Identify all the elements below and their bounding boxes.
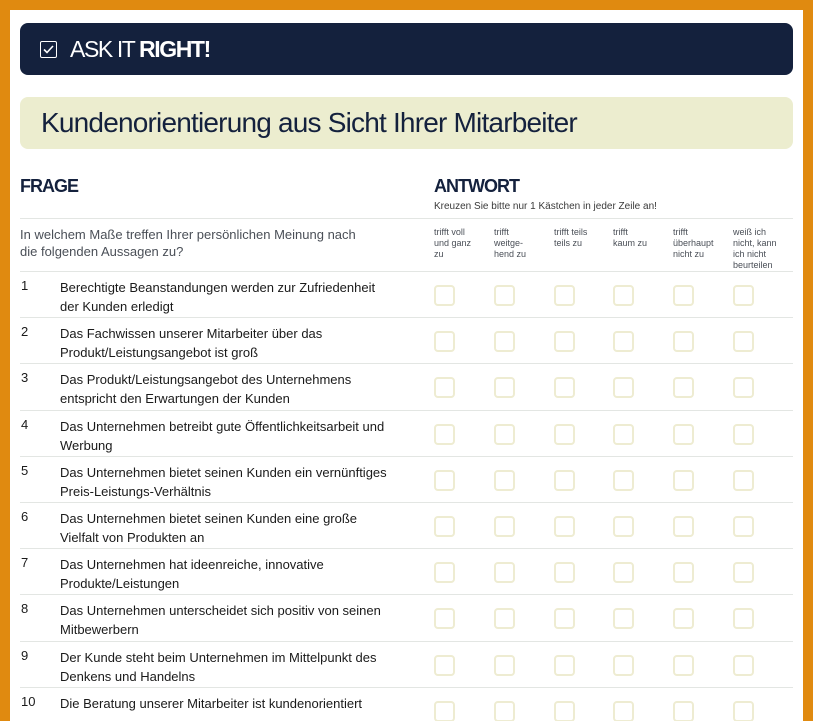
answer-checkbox[interactable] — [494, 424, 515, 445]
answer-checkbox[interactable] — [613, 424, 634, 445]
answer-checkbox[interactable] — [673, 562, 694, 583]
answer-checkbox[interactable] — [733, 516, 754, 537]
answer-checkbox[interactable] — [733, 424, 754, 445]
question-text: Das Produkt/Leistungsangebot des Unternehmens entspricht den Erwartungen der Kunden — [60, 372, 352, 406]
question-row — [20, 687, 793, 721]
header-divider — [20, 218, 793, 219]
brand-logo: ASK IT RIGHT! — [70, 35, 210, 62]
question-row — [20, 317, 793, 363]
answer-checkbox[interactable] — [613, 562, 634, 583]
answer-checkbox[interactable] — [434, 377, 455, 398]
answer-instruction: Kreuzen Sie bitte nur 1 Kästchen in jeder Zeile an! — [434, 201, 657, 212]
answer-checkbox[interactable] — [434, 655, 455, 676]
question-text: Die Beratung unserer Mitarbeiter ist kundenorientiert — [60, 696, 363, 711]
answer-checkbox[interactable] — [494, 377, 515, 398]
checkbox-icon — [40, 41, 57, 58]
answer-checkbox[interactable] — [733, 331, 754, 352]
answer-checkbox[interactable] — [613, 377, 634, 398]
answer-checkbox[interactable] — [673, 701, 694, 721]
answer-checkbox[interactable] — [733, 377, 754, 398]
answer-checkbox[interactable] — [733, 562, 754, 583]
question-number: 1 — [21, 278, 29, 293]
question-number: 2 — [21, 324, 29, 339]
answer-checkbox[interactable] — [494, 470, 515, 491]
question-column-header: FRAGE — [20, 176, 78, 196]
question-text: Das Unternehmen bietet seinen Kunden ein vernünftiges Preis-Leistungs-Verhältnis — [60, 465, 387, 499]
answer-checkbox[interactable] — [673, 516, 694, 537]
answer-checkbox[interactable] — [613, 516, 634, 537]
question-row — [20, 594, 793, 640]
answer-checkbox[interactable] — [613, 655, 634, 676]
answer-checkbox[interactable] — [494, 701, 515, 721]
answer-checkbox[interactable] — [673, 331, 694, 352]
answer-option-label: trifft teils teils zu — [554, 227, 588, 248]
question-text: Das Unternehmen betreibt gute Öffentlichkeitsarbeit und Werbung — [60, 419, 385, 453]
question-text: Das Unternehmen hat ideenreiche, innovative Produkte/Leistungen — [60, 557, 324, 591]
question-text: Das Fachwissen unserer Mitarbeiter über das Produkt/Leistungsangebot ist groß — [60, 326, 323, 360]
answer-checkbox[interactable] — [434, 562, 455, 583]
question-number: 5 — [21, 463, 29, 478]
answer-checkbox[interactable] — [554, 701, 575, 721]
survey-sheet — [10, 10, 803, 721]
answer-checkbox[interactable] — [673, 377, 694, 398]
answer-column-header: ANTWORT — [434, 176, 519, 196]
answer-checkbox[interactable] — [434, 516, 455, 537]
answer-checkbox[interactable] — [554, 608, 575, 629]
answer-checkbox[interactable] — [494, 285, 515, 306]
answer-checkbox[interactable] — [494, 331, 515, 352]
question-row — [20, 502, 793, 548]
question-number: 10 — [21, 694, 36, 709]
question-number: 6 — [21, 509, 29, 524]
answer-checkbox[interactable] — [673, 655, 694, 676]
question-row — [20, 271, 793, 317]
answer-checkbox[interactable] — [733, 470, 754, 491]
question-intro: In welchem Maße treffen Ihrer persönlichen Meinung nach die folgenden Aussagen zu? — [20, 227, 356, 259]
question-row — [20, 363, 793, 409]
answer-checkbox[interactable] — [733, 701, 754, 721]
answer-checkbox[interactable] — [733, 655, 754, 676]
answer-option-label: trifft weitge- hend zu — [494, 227, 527, 259]
answer-checkbox[interactable] — [554, 470, 575, 491]
answer-checkbox[interactable] — [613, 331, 634, 352]
question-row — [20, 548, 793, 594]
answer-checkbox[interactable] — [554, 516, 575, 537]
answer-option-label: trifft voll und ganz zu — [434, 227, 472, 259]
question-number: 9 — [21, 648, 29, 663]
question-number: 7 — [21, 555, 29, 570]
question-text: Das Unternehmen unterscheidet sich positiv von seinen Mitbewerbern — [60, 603, 381, 637]
answer-option-label: trifft kaum zu — [613, 227, 648, 248]
answer-checkbox[interactable] — [673, 470, 694, 491]
answer-checkbox[interactable] — [673, 285, 694, 306]
answer-checkbox[interactable] — [613, 701, 634, 721]
question-row — [20, 641, 793, 687]
answer-checkbox[interactable] — [613, 285, 634, 306]
answer-checkbox[interactable] — [613, 608, 634, 629]
title-banner — [20, 97, 793, 149]
answer-checkbox[interactable] — [733, 608, 754, 629]
answer-checkbox[interactable] — [613, 470, 634, 491]
answer-checkbox[interactable] — [434, 470, 455, 491]
brand-header — [20, 23, 793, 75]
answer-checkbox[interactable] — [434, 331, 455, 352]
question-number: 8 — [21, 601, 29, 616]
question-text: Das Unternehmen bietet seinen Kunden eine große Vielfalt von Produkten an — [60, 511, 358, 545]
answer-checkbox[interactable] — [554, 331, 575, 352]
answer-checkbox[interactable] — [673, 608, 694, 629]
answer-checkbox[interactable] — [733, 285, 754, 306]
page-title: Kundenorientierung aus Sicht Ihrer Mitarbeiter — [41, 107, 577, 138]
answer-checkbox[interactable] — [554, 562, 575, 583]
answer-checkbox[interactable] — [554, 377, 575, 398]
question-text: Der Kunde steht beim Unternehmen im Mittelpunkt des Denkens und Handelns — [60, 650, 377, 684]
answer-checkbox[interactable] — [494, 655, 515, 676]
answer-checkbox[interactable] — [434, 701, 455, 721]
answer-checkbox[interactable] — [554, 285, 575, 306]
answer-option-label: weiß ich nicht, kann ich nicht beurteilen — [733, 227, 777, 270]
question-text: Berechtigte Beanstandungen werden zur Zufriedenheit der Kunden erledigt — [60, 280, 376, 314]
answer-checkbox[interactable] — [554, 655, 575, 676]
answer-checkbox[interactable] — [434, 608, 455, 629]
question-number: 3 — [21, 370, 29, 385]
answer-checkbox[interactable] — [494, 562, 515, 583]
answer-checkbox[interactable] — [494, 516, 515, 537]
answer-checkbox[interactable] — [494, 608, 515, 629]
question-row — [20, 410, 793, 456]
answer-checkbox[interactable] — [554, 424, 575, 445]
question-row — [20, 456, 793, 502]
answer-checkbox[interactable] — [434, 285, 455, 306]
answer-checkbox[interactable] — [673, 424, 694, 445]
answer-option-label: trifft überhaupt nicht zu — [673, 227, 714, 259]
answer-checkbox[interactable] — [434, 424, 455, 445]
question-number: 4 — [21, 417, 29, 432]
